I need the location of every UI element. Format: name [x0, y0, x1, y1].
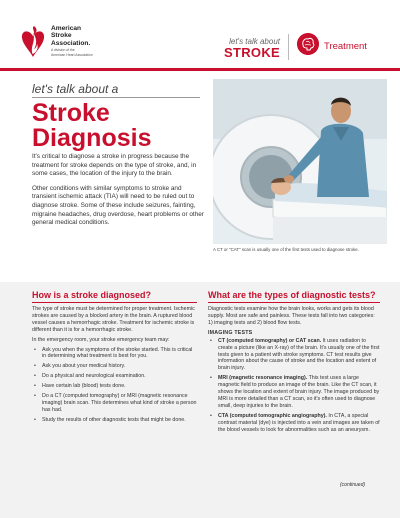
asa-logo: [20, 24, 140, 68]
kicker-rule: [32, 97, 200, 98]
right-column: [208, 290, 380, 437]
list-item: • Do a physical and neurological examination.: [32, 373, 197, 380]
body-paragraph: In the emergency room, your stroke emergency team may:: [32, 336, 170, 343]
logo-text: American Stroke Association. A division of the American Heart Association: [51, 25, 93, 58]
ct-scan-illustration: [213, 79, 387, 244]
page-title: Stroke Diagnosis: [32, 99, 152, 152]
list-item: • Have certain lab (blood) tests done.: [32, 383, 197, 390]
section-heading: What are the types of diagnostic tests?: [208, 290, 380, 303]
intro-paragraph: Other conditions with similar symptoms to stroke and transient ischemic attack (TIA) will need to be ruled out to diagnose stroke. Some of these include seizures, fainting, migraine headaches, drug overdose, heart problems or other general medical conditions.: [32, 184, 204, 227]
body-paragraph: The type of stroke must be determined for proper treatment. Ischemic strokes are caused by a blocked artery in the brain. A ruptured blood vessel causes a hemorrhagic stroke. Treatment for ischemic stroke is different than it is for a hemorrhagic stroke.: [32, 306, 195, 333]
bullet-list: [208, 338, 380, 434]
photo-caption: A CT or "CAT" scan is usually one of the first tests used to diagnose stroke.: [213, 247, 359, 252]
list-item: • MRI (magnetic resonance imaging). This test uses a large magnetic field to produce an image of the brain. Like the CT scan, it shows the location and extent of brain injury. The image produced by MRI is more detailed than a CT scan, so it's often used to diagnose small, deep injuries to the brain.: [208, 375, 380, 410]
series-topic: STROKE: [224, 45, 280, 60]
series-prefix: let's talk about: [229, 37, 280, 46]
header-rule: [0, 68, 400, 71]
list-item: • CT (computed tomography) or CAT scan. It uses radiation to create a picture (like an X-ray) of the brain. It's usually one of the first tests given to a patient with stroke symptoms. CT test results give information about the cause of stroke and the location and extent of brain injury.: [208, 338, 380, 373]
heart-torch-logo-icon: [20, 24, 46, 60]
section-label: Treatment: [324, 41, 367, 52]
sub-heading: IMAGING TESTS: [208, 329, 253, 336]
section-heading: How is a stroke diagnosed?: [32, 290, 197, 303]
list-item: • Do a CT (computed tomography) or MRI (magnetic resonance imaging) brain scan. This determines what kind of stroke a person has had.: [32, 393, 197, 414]
kicker: let's talk about a: [32, 82, 119, 96]
list-item: • CTA (computed tomographic angiography). In CTA, a special contrast material (dye) is injected into a vein and images are taken of the blood vessels to look for abnormalities such as an aneurysm.: [208, 413, 380, 434]
body-paragraph: Diagnostic tests examine how the brain looks, works and gets its blood supply. Most are safe and painless. These tests fall into two categories: 1) imaging tests and 2) blood flow tests.: [208, 306, 375, 326]
ct-scan-photo: [213, 79, 387, 244]
list-item: • Ask you when the symptoms of the stroke started. This is critical in determining what treatment is best for you.: [32, 347, 197, 361]
left-column: [32, 290, 197, 427]
brain-badge-icon: [297, 33, 319, 55]
bullet-list: [32, 347, 197, 424]
header-divider: [288, 34, 289, 60]
continued-note: (continued): [340, 482, 366, 488]
intro-text: [32, 153, 207, 234]
page-header: [0, 0, 400, 70]
list-item: • Study the results of other diagnostic tests that might be done.: [32, 417, 197, 424]
intro-paragraph: It's critical to diagnose a stroke in progress because the treatment for stroke depends on the type of stroke, and, in some cases, the location of the injury to the brain.: [32, 153, 197, 178]
list-item: • Ask you about your medical history.: [32, 363, 197, 370]
